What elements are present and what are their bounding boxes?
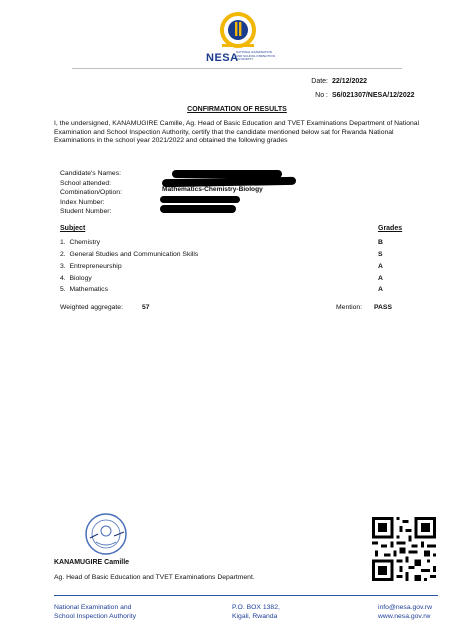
grade-value: A (378, 275, 383, 282)
footer-org-line: National Examination and (54, 604, 132, 611)
grade-value: A (378, 286, 383, 293)
subject-number: 1. (60, 239, 66, 246)
footer-website-link[interactable]: www.nesa.gov.rw (378, 613, 431, 620)
footer-org-line: School Inspection Authority (54, 613, 136, 620)
redaction-mark (160, 196, 240, 203)
subject-name: Chemistry (69, 239, 101, 246)
subject-row (60, 275, 92, 283)
subject-name: Biology (69, 275, 92, 282)
document-title: CONFIRMATION OF RESULTS (187, 106, 287, 113)
footer-po-box: P.O. BOX 1382, (232, 604, 280, 611)
subject-row (60, 251, 198, 259)
student-number-label: Student Number: (60, 208, 112, 216)
date-value: 22/12/2022 (332, 78, 368, 85)
footer-contact (378, 603, 432, 621)
signer-name: KANAMUGIRE Camille (54, 559, 130, 566)
subject-name: Entrepreneurship (69, 263, 122, 270)
aggregate-label: Weighted aggregate: (60, 304, 123, 311)
footer-city: Kigali, Rwanda (232, 613, 278, 620)
subject-number: 4. (60, 275, 66, 282)
candidate-name-label: Candidate's Names: (60, 170, 121, 177)
footer-email-link[interactable]: info@nesa.gov.rw (378, 604, 432, 611)
grade-value: S (378, 251, 383, 258)
document-meta (302, 78, 415, 106)
subject-row (60, 263, 122, 271)
reference-row (302, 92, 415, 106)
subject-row (60, 286, 108, 294)
grade-value: B (378, 239, 383, 246)
mention-label: Mention: (336, 304, 363, 311)
seal-stamp-icon (84, 512, 128, 556)
header-divider (72, 68, 402, 69)
subject-name: Mathematics (69, 286, 108, 293)
index-number-label: Index Number: (60, 198, 105, 206)
subject-number: 5. (60, 286, 66, 293)
reference-label: No : (315, 92, 328, 99)
subject-header: Subject (60, 225, 86, 232)
date-label: Date: (311, 78, 328, 85)
combination-value: Mathematics-Chemistry-Biology (162, 186, 263, 193)
aggregate-value: 57 (142, 304, 150, 311)
mention-value: PASS (374, 304, 393, 311)
logo-wordmark: NESA (206, 52, 239, 64)
subject-name: General Studies and Communication Skills (69, 251, 199, 258)
nesa-logo (196, 10, 280, 68)
nesa-emblem-icon (196, 10, 280, 54)
subject-row (60, 239, 100, 247)
school-label: School attended: (60, 179, 112, 187)
reference-number: S6/021307/NESA/12/2022 (332, 92, 415, 99)
subject-number: 2. (60, 251, 66, 258)
logo-tagline: NATIONAL EXAMINATION AND SCHOOL INSPECTION AUTHORITY (236, 50, 275, 62)
official-seal (84, 512, 128, 556)
subject-number: 3. (60, 263, 66, 270)
footer-address (232, 603, 280, 621)
footer-organization (54, 603, 136, 621)
redaction-mark (160, 205, 236, 213)
verification-qr-code (372, 517, 436, 581)
footer-divider (54, 595, 438, 596)
grade-value: A (378, 263, 383, 270)
combination-label: Combination/Option: (60, 189, 122, 197)
certification-paragraph: I, the undersigned, KANAMUGIRE Camille, Ag. Head of Basic Education and TVET Examinations Department of National Examination and School Inspection Authority, certify that the candidate mentioned below sat for Rwanda National Examinations in the school year 2021/2022 and obtained the following grades (54, 120, 420, 145)
date-row (302, 78, 415, 92)
signer-title: Ag. Head of Basic Education and TVET Examinations Department. (54, 574, 255, 581)
grades-header: Grades (378, 225, 403, 232)
qr-code-icon (372, 517, 436, 581)
candidate-info (60, 169, 122, 217)
